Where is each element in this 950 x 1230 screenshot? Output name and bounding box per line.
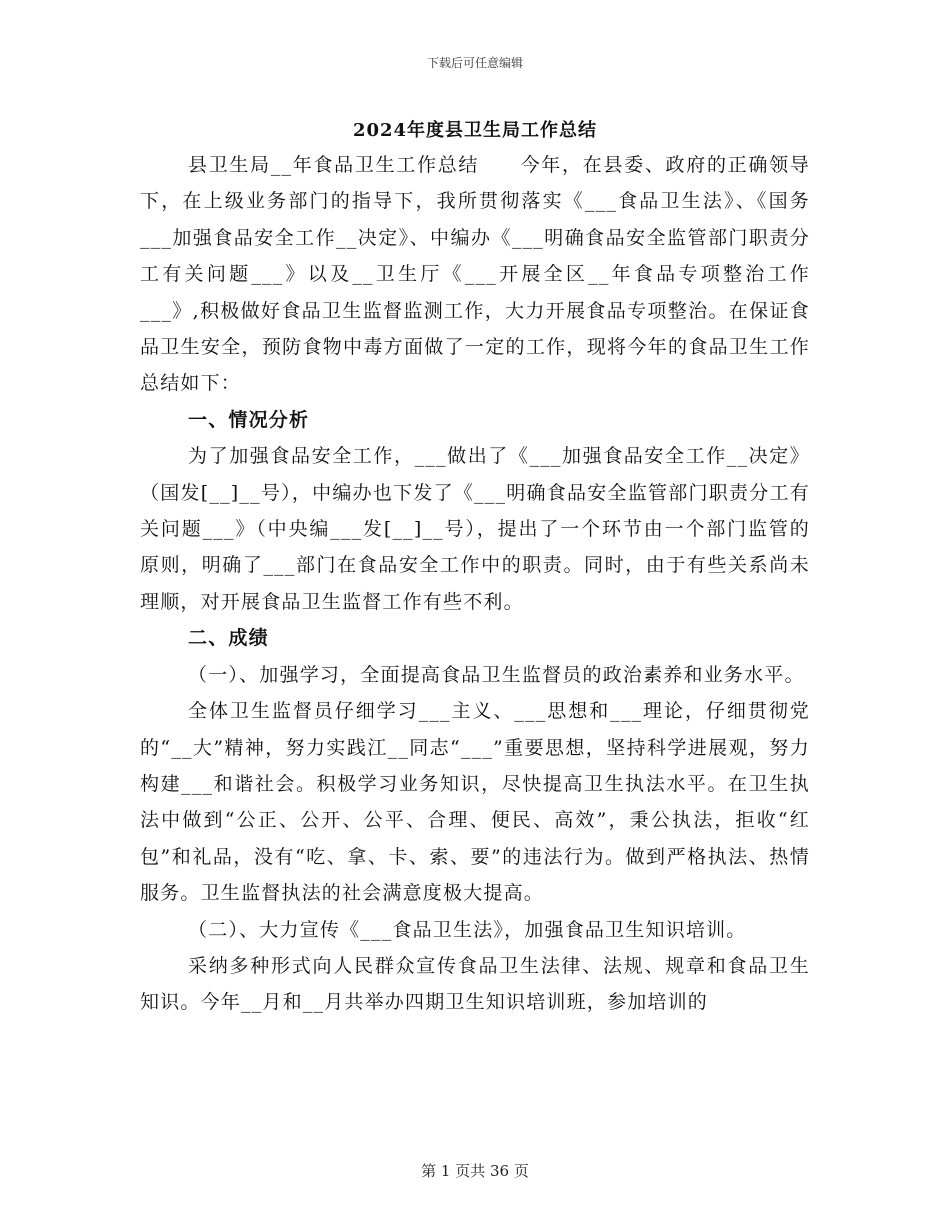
paragraph-publicity: 采纳多种形式向人民群众宣传食品卫生法律、法规、规章和食品卫生知识。今年__月和__月共举办四期卫生知识培训班，参加培训的 bbox=[140, 954, 810, 1014]
page-header-note: 下载后可任意编辑 bbox=[426, 56, 523, 70]
subheading-publicity: （二）、大力宣传《___食品卫生法》，加强食品卫生知识培训。 bbox=[188, 918, 747, 941]
section-heading-situation-analysis: 一、情况分析 bbox=[188, 408, 310, 431]
subheading-study: （一）、加强学习，全面提高食品卫生监督员的政治素养和业务水平。 bbox=[188, 663, 805, 686]
document-title: 2024年度县卫生局工作总结 bbox=[352, 120, 598, 141]
paragraph-situation: 为了加强食品安全工作，___做出了《___加强食品安全工作__决定》（国发[__]__号），中编办也下发了《___明确食品安全监管部门职责分工有关问题___》（中央编___发[__]__号），提出了一个环节由一个部门监管的原则，明确了___部门在食品安全工作中的职责。同时，由于有些关系尚未理顺，对开展食品卫生监督工作有些不利。 bbox=[140, 445, 810, 613]
page-number-footer: 第 1 页共 36 页 bbox=[421, 1162, 529, 1180]
document-body bbox=[140, 147, 810, 1021]
paragraph-intro: 县卫生局__年食品卫生工作总结 今年，在县委、政府的正确领导下，在上级业务部门的指导下，我所贯彻落实《___食品卫生法》、《国务___加强食品安全工作__决定》、中编办《___明确食品安全监管部门职责分工有关问题___》以及__卫生厅《___开展全区__年食品专项整治工作___》,积极做好食品卫生监督监测工作，大力开展食品专项整治。在保证食品卫生安全，预防食物中毒方面做了一定的工作，现将今年的食品卫生工作总结如下： bbox=[140, 154, 810, 395]
paragraph-study: 全体卫生监督员仔细学习___主义、___思想和___理论，仔细贯彻党的“__大”精神，努力实践江__同志“___”重要思想，坚持科学进展观，努力构建___和谐社会。积极学习业务知识，尽快提高卫生执法水平。在卫生执法中做到“公正、公开、公平、合理、便民、高效”，秉公执法，拒收“红包”和礼品，没有“吃、拿、卡、索、要”的违法行为。做到严格执法、热情服务。卫生监督执法的社会满意度极大提高。 bbox=[140, 700, 810, 905]
section-heading-achievements: 二、成绩 bbox=[188, 627, 269, 650]
